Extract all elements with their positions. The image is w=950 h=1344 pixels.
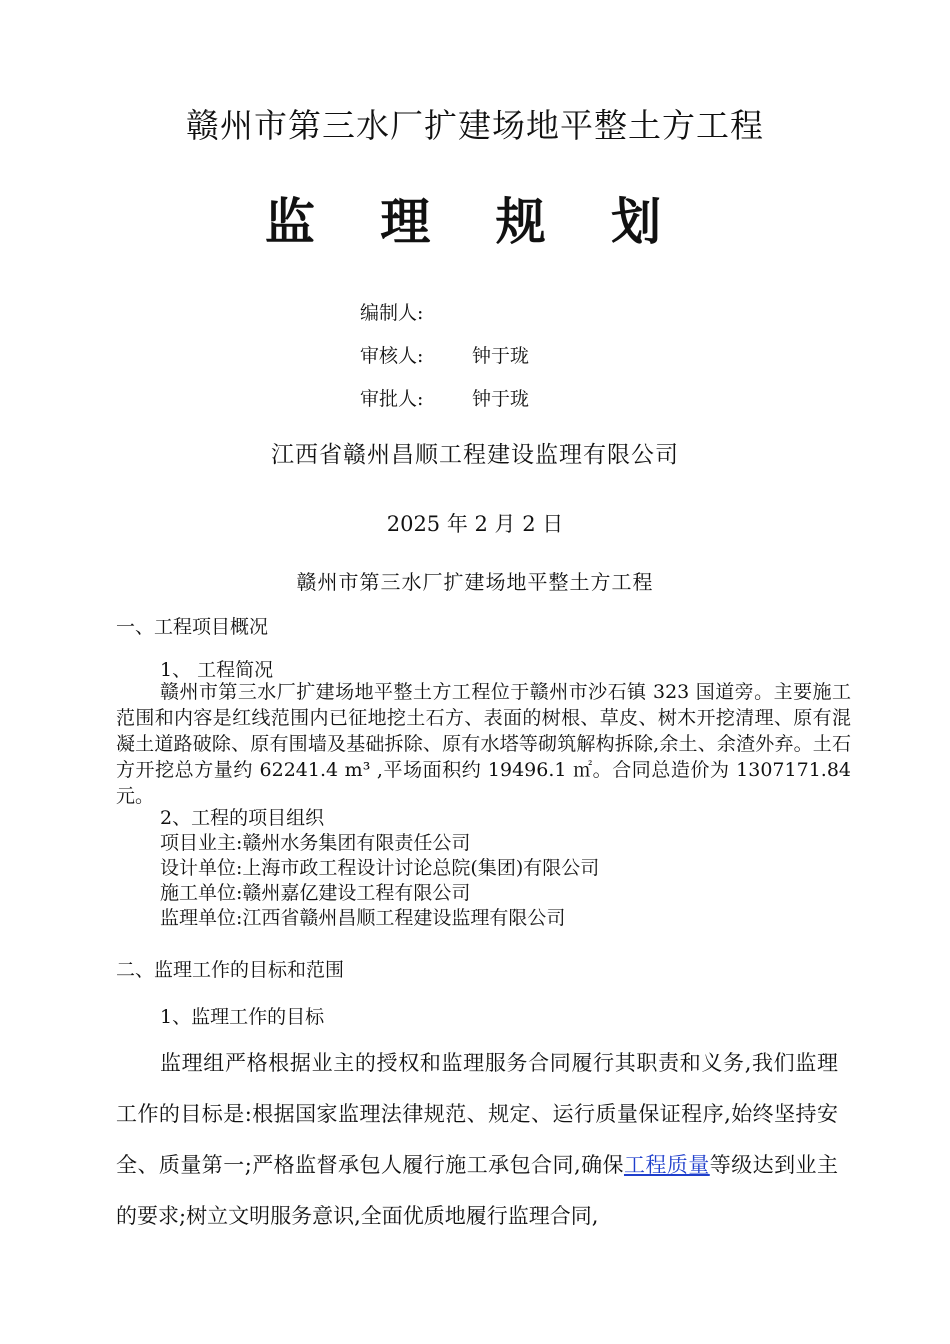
subsection-heading-goal: 1、监理工作的目标 <box>160 1006 325 1028</box>
signature-name: 钟于珑 <box>472 345 530 367</box>
engineering-quality-link[interactable]: 工程质量 <box>623 1153 710 1177</box>
org-value: 赣州水务集团有限责任公司 <box>242 832 471 854</box>
goal-paragraph <box>116 1038 838 1242</box>
org-label: 施工单位: <box>160 882 243 904</box>
org-row-supervisor <box>160 903 565 930</box>
signature-label: 编制人: <box>360 302 424 324</box>
section-heading-goals: 二、监理工作的目标和范围 <box>116 959 345 981</box>
org-row-designer <box>160 853 599 880</box>
org-label: 设计单位: <box>160 857 243 879</box>
subsection-heading-brief: 1、 工程简况 <box>160 659 274 681</box>
section-heading-overview: 一、工程项目概况 <box>116 616 269 638</box>
org-label: 监理单位: <box>160 907 243 929</box>
signature-row-compiler <box>360 298 472 325</box>
org-value: 上海市政工程设计讨论总院(集团)有限公司 <box>242 857 600 879</box>
signature-row-reviewer <box>360 341 529 368</box>
document-type-heading: 监 理 规 划 <box>264 192 686 251</box>
signature-label: 审批人: <box>360 388 424 410</box>
company-name: 江西省赣州昌顺工程建设监理有限公司 <box>271 442 679 468</box>
goal-text: 监理组严格根据业主的授权和监理服务合同履行其职责和义务,我们监理工作的目标是:根据国家监理法律规范、规定、运行质量保证程序,始终坚持安全、质量第一;严格监督承包人履行施工承包合同,确保 <box>116 1051 838 1177</box>
document-title: 赣州市第三水厂扩建场地平整土方工程 <box>186 106 764 145</box>
org-row-contractor <box>160 878 470 905</box>
org-row-owner <box>160 828 470 855</box>
project-brief-paragraph: 赣州市第三水厂扩建场地平整土方工程位于赣州市沙石镇 323 国道旁。主要施工范围和内容是红线范围内已征地挖土石方、表面的树根、草皮、树木开挖清理、原有混凝土道路破除、原有围墙及基础拆除、原有水塔等砌筑解构拆除,余土、余渣外弃。土石方开挖总方量约 62241.4 m³ ,平场面积约 19496.1 ㎡。合同总造价为 1307171.84 元。 <box>116 681 851 807</box>
signature-name: 钟于珑 <box>472 388 530 410</box>
document-date: 2025 年 2 月 2 日 <box>386 512 564 536</box>
goal-text-continued: 等级达到业主的要求;树立文明服务意识,全面优质地履行监理合同, <box>116 1153 839 1228</box>
subsection-heading-organization: 2、工程的项目组织 <box>160 807 325 829</box>
signature-label: 审核人: <box>360 345 424 367</box>
org-value: 赣州嘉亿建设工程有限公司 <box>242 882 471 904</box>
signature-row-approver <box>360 384 529 411</box>
org-value: 江西省赣州昌顺工程建设监理有限公司 <box>242 907 566 929</box>
section-subtitle: 赣州市第三水厂扩建场地平整土方工程 <box>296 570 654 594</box>
org-label: 项目业主: <box>160 832 243 854</box>
